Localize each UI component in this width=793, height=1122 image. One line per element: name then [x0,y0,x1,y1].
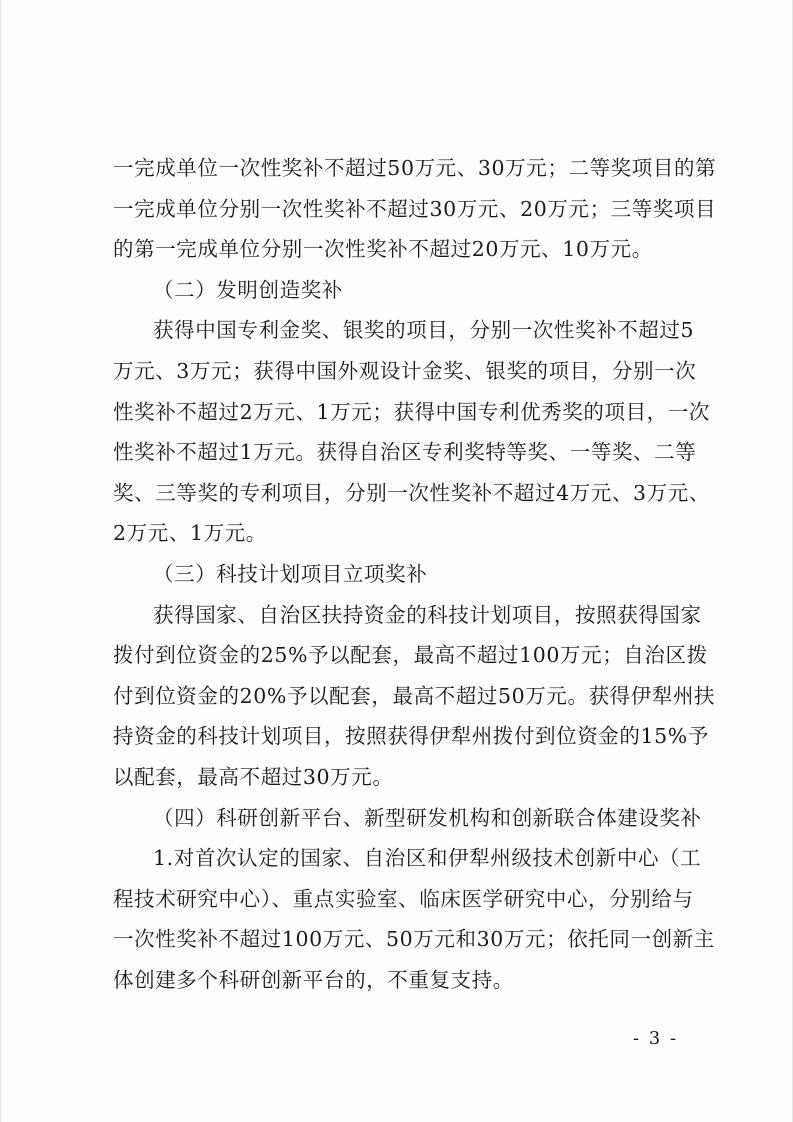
text-line: 一次性奖补不超过100万元、50万元和30万元；依托同一创新主 [113,927,715,952]
text-line: 万元、3万元；获得中国外观设计金奖、银奖的项目，分别一次 [113,358,697,383]
text-line: 1.对首次认定的国家、自治区和伊犁州级技术创新中心（工 [153,846,702,871]
text-line: 程技术研究中心）、重点实验室、临床医学研究中心，分别给与 [113,886,694,911]
text-line: 体创建多个科研创新平台的，不重复支持。 [113,967,514,992]
page-number: - 3 - [633,1028,679,1049]
text-line: 2万元、1万元。 [113,521,267,546]
text-line: 持资金的科技计划项目，按照获得伊犁州拨付到位资金的15%予 [113,724,709,749]
text-line: 性奖补不超过2万元、1万元；获得中国专利优秀奖的项目，一次 [113,399,710,424]
text-line: 一完成单位分别一次性奖补不超过30万元、20万元；三等奖项目 [113,196,717,221]
text-line: 一完成单位一次性奖补不超过50万元、30万元；二等奖项目的第 [113,156,717,180]
text-line: 获得中国专利金奖、银奖的项目，分别一次性奖补不超过5 [153,318,695,343]
text-line: 以配套，最高不超过30万元。 [113,764,394,789]
text-line: 的第一完成单位分别一次性奖补不超过20万元、10万元。 [113,237,653,262]
document-body [113,148,717,1000]
section-heading: （二）发明创造奖补 [153,277,343,302]
section-heading: （四）科研创新平台、新型研发机构和创新联合体建设奖补 [153,805,702,830]
text-line: 付到位资金的20%予以配套，最高不超过50万元。获得伊犁州扶 [113,683,716,708]
text-line: 性奖补不超过1万元。获得自治区专利奖特等奖、一等奖、二等 [113,440,697,465]
section-heading: （三）科技计划项目立项奖补 [153,561,428,586]
text-line: 获得国家、自治区扶持资金的科技计划项目，按照获得国家 [153,602,702,627]
text-line: 拨付到位资金的25%予以配套，最高不超过100万元；自治区拨 [113,643,708,668]
text-line: 奖、三等奖的专利项目，分别一次性奖补不超过4万元、3万元、 [113,480,710,505]
